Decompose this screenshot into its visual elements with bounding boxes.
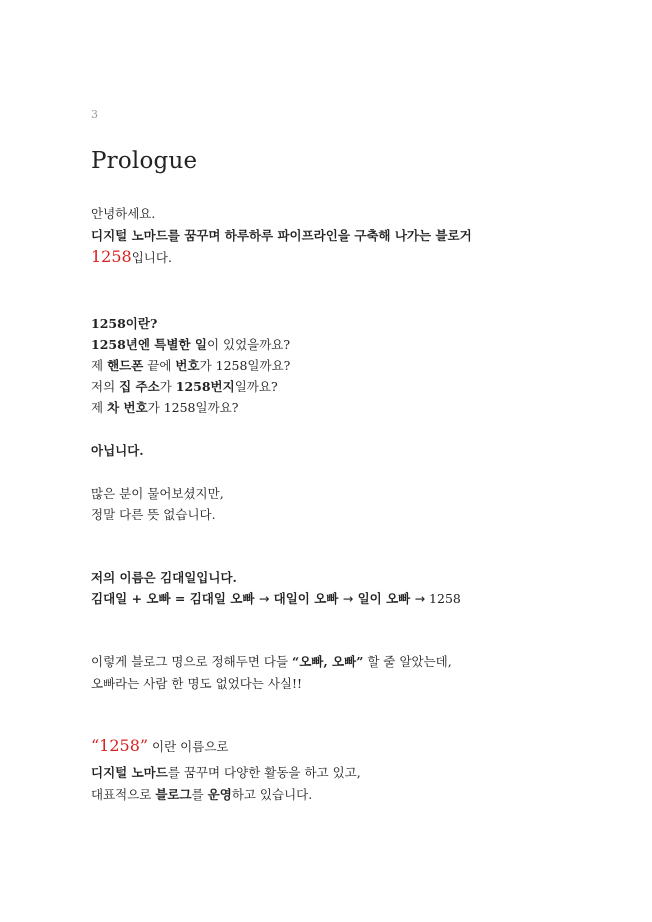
closing-l3-part-a: 대표적으로 bbox=[91, 787, 156, 802]
closing-l2-part-b: 를 꿈꾸며 다양한 활동을 하고 있고, bbox=[167, 765, 361, 780]
nickname-line-1 bbox=[91, 654, 452, 670]
chain-step-4: 1258 bbox=[425, 591, 461, 606]
closing-l3-part-e: 하고 있습니다. bbox=[231, 787, 313, 802]
closing-l3-part-c: 를 bbox=[191, 787, 208, 802]
closing-name-suffix: 이란 이름으로 bbox=[148, 739, 229, 754]
q3-part-b: 집 주소 bbox=[119, 379, 160, 394]
nickname-quote: “오빠, 오빠” bbox=[292, 654, 364, 669]
q3-part-d: 1258번지 bbox=[175, 379, 235, 394]
q1-part-c: 이 있었을까요? bbox=[206, 337, 291, 352]
question-line-3 bbox=[91, 379, 278, 395]
closing-l2-part-a: 디지털 노마드 bbox=[91, 765, 168, 780]
question-line-2 bbox=[91, 358, 290, 374]
arrow-right-icon: → bbox=[258, 591, 270, 606]
closing-line-1 bbox=[91, 738, 228, 755]
closing-l3-part-d: 운영 bbox=[207, 787, 232, 802]
nickname-part-c: 할 줄 알았는데, bbox=[363, 654, 452, 669]
answer-line: 아닙니다. bbox=[91, 443, 144, 458]
chain-step-3: 일이 오빠 bbox=[353, 591, 415, 606]
question-line-1 bbox=[91, 337, 290, 353]
closing-blog-name: “1258” bbox=[91, 736, 149, 755]
q4-part-b: 차 번호 bbox=[107, 400, 148, 415]
chain-step-1: 김대일 + 오빠 = 김대일 오빠 bbox=[91, 591, 259, 606]
question-line-4 bbox=[91, 400, 238, 416]
closing-line-2 bbox=[91, 765, 361, 781]
blogger-description-line: 디지털 노마드를 꿈꾸며 하루하루 파이프라인을 구축해 나가는 블로거 bbox=[91, 228, 472, 243]
q2-part-c: 끝에 bbox=[143, 358, 176, 373]
blogger-name-suffix: 입니다. bbox=[131, 250, 172, 265]
closing-line-3 bbox=[91, 787, 312, 803]
chain-step-2: 대일이 오빠 bbox=[269, 591, 343, 606]
q2-part-e: 가 1258일까요? bbox=[199, 358, 291, 373]
meaning-question: 1258이란? bbox=[91, 316, 158, 331]
blogger-name-line bbox=[91, 249, 172, 266]
q3-part-e: 일까요? bbox=[234, 379, 278, 394]
asked-line-1: 많은 분이 물어보셨지만, bbox=[91, 486, 224, 501]
q4-part-c: 가 1258일까요? bbox=[147, 400, 239, 415]
page-title: Prologue bbox=[91, 148, 198, 174]
q1-part-a: 1258년엔 bbox=[91, 337, 155, 352]
name-intro-line: 저의 이름은 김대일입니다. bbox=[91, 570, 237, 585]
greeting-line: 안녕하세요. bbox=[91, 206, 156, 221]
arrow-right-icon: → bbox=[414, 591, 426, 606]
nickname-line-2: 오빠라는 사람 한 명도 없었다는 사실!! bbox=[91, 676, 303, 691]
q3-part-a: 저의 bbox=[91, 379, 120, 394]
q2-part-d: 번호 bbox=[175, 358, 200, 373]
q4-part-a: 제 bbox=[91, 400, 108, 415]
q3-part-c: 가 bbox=[159, 379, 176, 394]
closing-l3-part-b: 블로그 bbox=[155, 787, 192, 802]
name-chain-line bbox=[91, 591, 461, 607]
q2-part-a: 제 bbox=[91, 358, 108, 373]
q2-part-b: 핸드폰 bbox=[107, 358, 144, 373]
blogger-name: 1258 bbox=[91, 247, 132, 266]
page-number: 3 bbox=[91, 108, 98, 121]
asked-line-2: 정말 다른 뜻 없습니다. bbox=[91, 507, 216, 522]
q1-part-b: 특별한 일 bbox=[154, 337, 207, 352]
arrow-right-icon: → bbox=[342, 591, 354, 606]
nickname-part-a: 이렇게 블로그 명으로 정해두면 다들 bbox=[91, 654, 292, 669]
